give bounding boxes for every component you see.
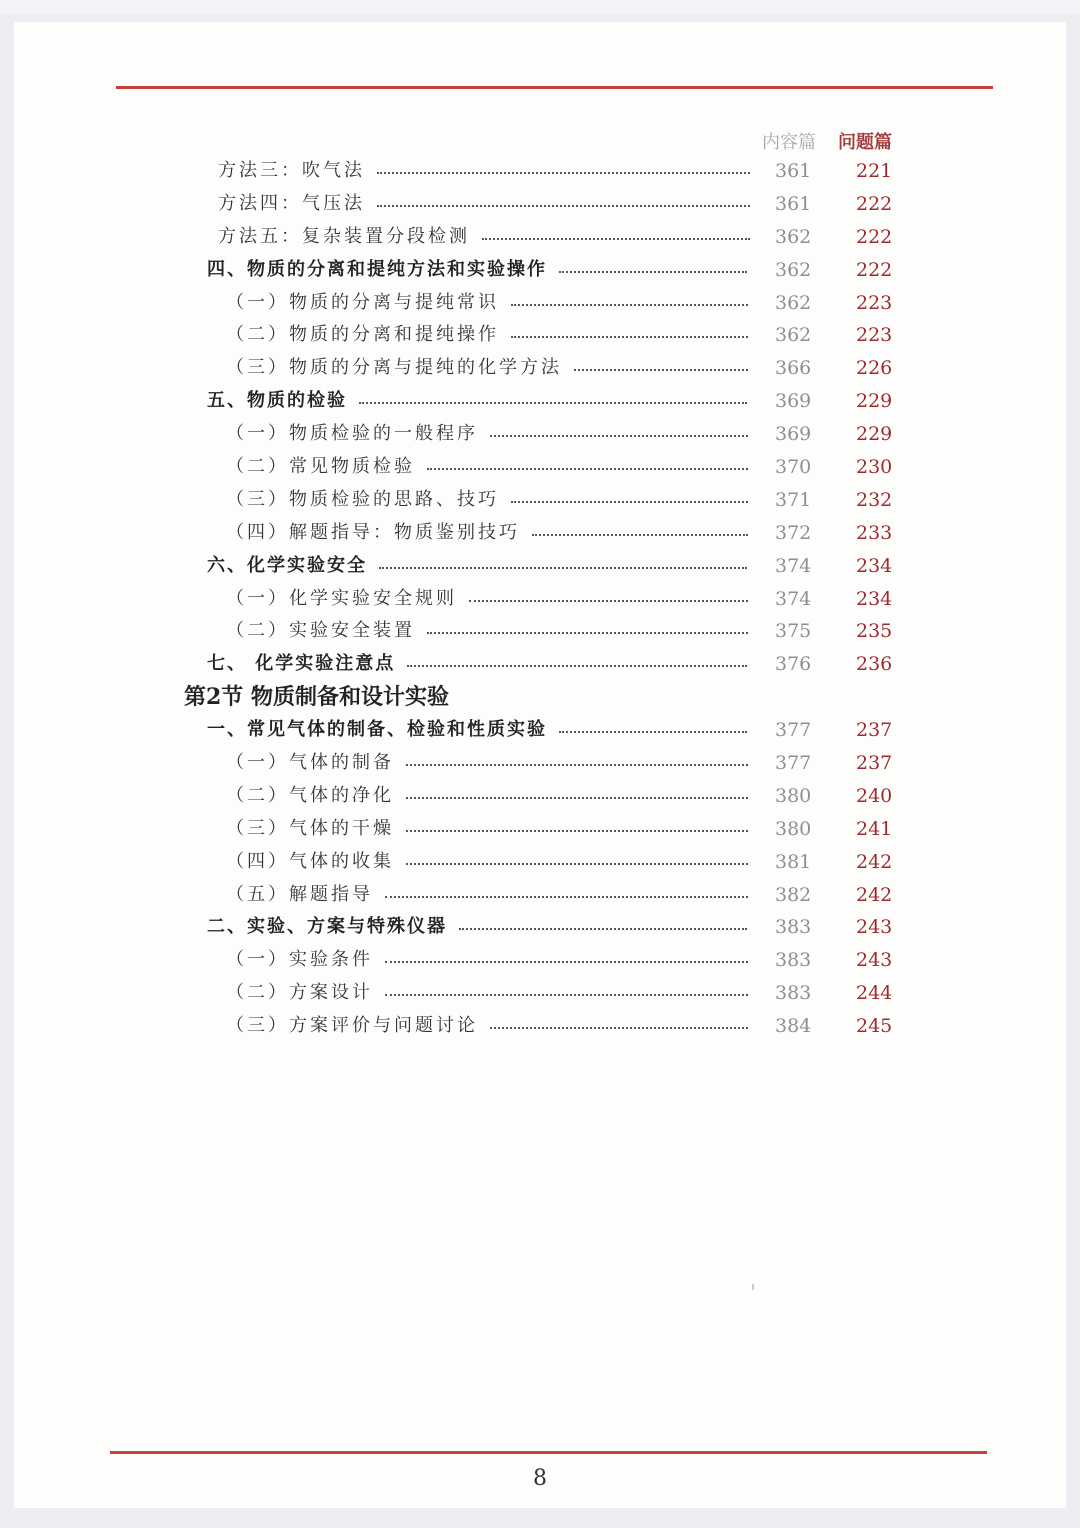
toc-entry-title: （四）气体的收集: [226, 850, 394, 872]
toc-entry-title-wrap: [207, 550, 747, 582]
question-page-number: 241: [856, 817, 893, 840]
dot-leader: [511, 336, 748, 338]
toc-entry-title: （二）气体的净化: [226, 784, 394, 806]
dot-leader: [490, 435, 748, 437]
dot-leader: [407, 665, 747, 667]
toc-entry-title-wrap: [226, 780, 748, 812]
toc-entry-title-wrap: [226, 319, 748, 351]
toc-entry-title: 方法四：气压法: [218, 192, 365, 214]
content-page-number: 366: [775, 357, 812, 380]
content-page-number: 383: [775, 949, 812, 972]
toc-entry: [0, 583, 1080, 616]
content-page-number: 382: [775, 883, 812, 906]
question-page-number: 243: [856, 916, 893, 939]
toc-entry-title: 一、常见气体的制备、检验和性质实验: [207, 719, 547, 741]
dot-leader: [377, 205, 750, 207]
question-page-number: 235: [856, 620, 893, 643]
toc-entry-title: （四）解题指导：物质鉴别技巧: [226, 521, 520, 543]
toc-entry: [0, 352, 1080, 385]
dot-leader: [559, 731, 747, 733]
toc-entry: [0, 813, 1080, 846]
toc-entry: [0, 155, 1080, 188]
column-header-content: 内容篇: [762, 132, 816, 153]
dot-leader: [532, 534, 748, 536]
content-page-number: 362: [775, 225, 812, 248]
toc-entry-title-wrap: [226, 977, 748, 1009]
toc-entry-title: （一）物质检验的一般程序: [226, 423, 478, 445]
question-page-number: 244: [856, 982, 893, 1005]
toc-entry-title-wrap: [226, 352, 748, 384]
question-page-number: 237: [856, 752, 893, 775]
content-page-number: 362: [775, 324, 812, 347]
content-page-number: 370: [775, 456, 812, 479]
content-page-number: 362: [775, 258, 812, 281]
toc-entry: [0, 1010, 1080, 1043]
toc-entry-title: （一）实验条件: [226, 949, 373, 971]
page-number: 8: [533, 1466, 547, 1491]
question-page-number: 226: [856, 357, 893, 380]
toc-entry-title-wrap: [226, 813, 748, 845]
question-page-number: 243: [856, 949, 893, 972]
header-rule: [116, 86, 993, 89]
dot-leader: [406, 863, 748, 865]
dot-leader: [385, 994, 748, 996]
toc-entry-title: （二）物质的分离和提纯操作: [226, 324, 499, 346]
toc-entry-title: （三）方案评价与问题讨论: [226, 1015, 478, 1037]
dot-leader: [469, 600, 748, 602]
dot-leader: [379, 567, 747, 569]
content-page-number: 376: [775, 653, 812, 676]
toc-entry-title: （一）化学实验安全规则: [226, 587, 457, 609]
content-page-number: 377: [775, 752, 812, 775]
toc-entry: [0, 879, 1080, 912]
content-page-number: 383: [775, 916, 812, 939]
toc-entry-title: （二）常见物质检验: [226, 456, 415, 478]
question-page-number: 222: [856, 258, 893, 281]
toc-entry-title-wrap: [207, 254, 747, 286]
question-page-number: 234: [856, 554, 893, 577]
toc-entry: [0, 385, 1080, 418]
content-page-number: 361: [775, 192, 812, 215]
toc-entry: [0, 944, 1080, 977]
content-page-number: 369: [775, 390, 812, 413]
toc-entry: [0, 550, 1080, 583]
question-page-number: 242: [856, 850, 893, 873]
toc-entry: [0, 911, 1080, 944]
toc-entry-title: 五、物质的检验: [207, 390, 347, 412]
content-page-number: 381: [775, 850, 812, 873]
question-page-number: 237: [856, 719, 893, 742]
toc-entry-title: 六、化学实验安全: [207, 554, 367, 576]
toc-entry-title: 方法三：吹气法: [218, 160, 365, 181]
question-page-number: 233: [856, 521, 893, 544]
dot-leader: [574, 369, 748, 371]
toc-entry: [0, 747, 1080, 780]
toc-entry-title-wrap: [226, 583, 748, 615]
question-page-number: 222: [856, 192, 893, 215]
toc-entry-title: （三）物质检验的思路、技巧: [226, 488, 499, 510]
question-page-number: 242: [856, 883, 893, 906]
toc-entry-title-wrap: [207, 385, 747, 417]
dot-leader: [482, 238, 750, 240]
content-page-number: 361: [775, 160, 812, 182]
toc-entry: [0, 615, 1080, 648]
dot-leader: [511, 501, 748, 503]
question-page-number: 236: [856, 653, 893, 676]
dot-leader: [359, 402, 747, 404]
toc-entry-title-wrap: [184, 681, 784, 713]
content-page-number: 377: [775, 719, 812, 742]
toc-entry-title-wrap: [226, 747, 748, 779]
toc-entry: [0, 287, 1080, 320]
toc-entry: [0, 517, 1080, 550]
footer-rule: [110, 1451, 987, 1454]
toc-entry: [0, 188, 1080, 221]
question-page-number: 245: [856, 1015, 893, 1038]
top-strip: [0, 0, 1080, 14]
question-page-number: 221: [856, 160, 893, 182]
question-page-number: 223: [856, 291, 893, 314]
column-header-questions: 问题篇: [838, 132, 892, 153]
dot-leader: [490, 1027, 748, 1029]
toc-chapter-heading: [0, 681, 1080, 714]
content-page-number: 369: [775, 423, 812, 446]
toc-entry: [0, 648, 1080, 681]
question-page-number: 223: [856, 324, 893, 347]
toc-entry-title-wrap: [226, 615, 748, 647]
dot-leader: [385, 896, 748, 898]
toc-entry: [0, 319, 1080, 352]
question-page-number: 234: [856, 587, 893, 610]
content-page-number: 383: [775, 982, 812, 1005]
toc-entry-title-wrap: [207, 714, 747, 746]
toc-entry-title-wrap: [226, 1010, 748, 1042]
toc-entry-title: 第2节 物质制备和设计实验: [184, 684, 449, 711]
toc-entry-title: （三）气体的干燥: [226, 817, 394, 839]
dot-leader: [459, 928, 747, 930]
toc-entry-title-wrap: [226, 451, 748, 483]
dot-leader: [385, 961, 748, 963]
toc-entry-title-wrap: [207, 911, 747, 943]
dot-leader: [406, 797, 748, 799]
toc-entry-title: （一）气体的制备: [226, 752, 394, 774]
toc-entry: [0, 484, 1080, 517]
toc-entry-title: （三）物质的分离与提纯的化学方法: [226, 357, 562, 379]
toc-entry-title-wrap: [226, 846, 748, 878]
table-of-contents: [0, 155, 1080, 1043]
toc-entry: [0, 451, 1080, 484]
content-page-number: 380: [775, 784, 812, 807]
content-page-number: 384: [775, 1015, 812, 1038]
toc-entry-title: （一）物质的分离与提纯常识: [226, 291, 499, 313]
toc-entry-title-wrap: [226, 517, 748, 549]
toc-entry: [0, 418, 1080, 451]
content-page-number: 374: [775, 554, 812, 577]
content-page-number: 380: [775, 817, 812, 840]
toc-entry: [0, 780, 1080, 813]
toc-entry-title-wrap: [226, 418, 748, 450]
content-page-number: 362: [775, 291, 812, 314]
dot-leader: [427, 632, 748, 634]
toc-entry: [0, 714, 1080, 747]
question-page-number: 229: [856, 390, 893, 413]
content-page-number: 375: [775, 620, 812, 643]
question-page-number: 222: [856, 225, 893, 248]
toc-entry-title-wrap: [218, 221, 750, 253]
question-page-number: 230: [856, 456, 893, 479]
question-page-number: 229: [856, 423, 893, 446]
dot-leader: [427, 468, 748, 470]
toc-entry-title-wrap: [218, 155, 750, 187]
toc-entry: [0, 254, 1080, 287]
toc-entry: [0, 977, 1080, 1010]
dot-leader: [559, 271, 747, 273]
toc-entry-title-wrap: [207, 648, 747, 680]
toc-entry-title-wrap: [226, 944, 748, 976]
dot-leader: [511, 304, 748, 306]
dot-leader: [377, 172, 750, 174]
dot-leader: [406, 764, 748, 766]
content-page-number: 374: [775, 587, 812, 610]
toc-entry-title-wrap: [226, 879, 748, 911]
scan-speck: [752, 1284, 754, 1290]
dot-leader: [406, 830, 748, 832]
toc-entry-title: 四、物质的分离和提纯方法和实验操作: [207, 258, 547, 280]
toc-entry-title: （二）方案设计: [226, 982, 373, 1004]
toc-entry-title-wrap: [226, 484, 748, 516]
content-page-number: 372: [775, 521, 812, 544]
question-page-number: 240: [856, 784, 893, 807]
toc-entry-title: 方法五：复杂装置分段检测: [218, 225, 470, 247]
question-page-number: 232: [856, 488, 893, 511]
toc-entry-title: （二）实验安全装置: [226, 620, 415, 642]
toc-entry-title: 七、 化学实验注意点: [207, 653, 396, 675]
toc-entry: [0, 221, 1080, 254]
toc-entry-title-wrap: [226, 287, 748, 319]
content-page-number: 371: [775, 488, 812, 511]
toc-entry: [0, 846, 1080, 879]
toc-entry-title-wrap: [218, 188, 750, 220]
toc-entry-title: （五）解题指导: [226, 883, 373, 905]
toc-entry-title: 二、实验、方案与特殊仪器: [207, 916, 447, 938]
